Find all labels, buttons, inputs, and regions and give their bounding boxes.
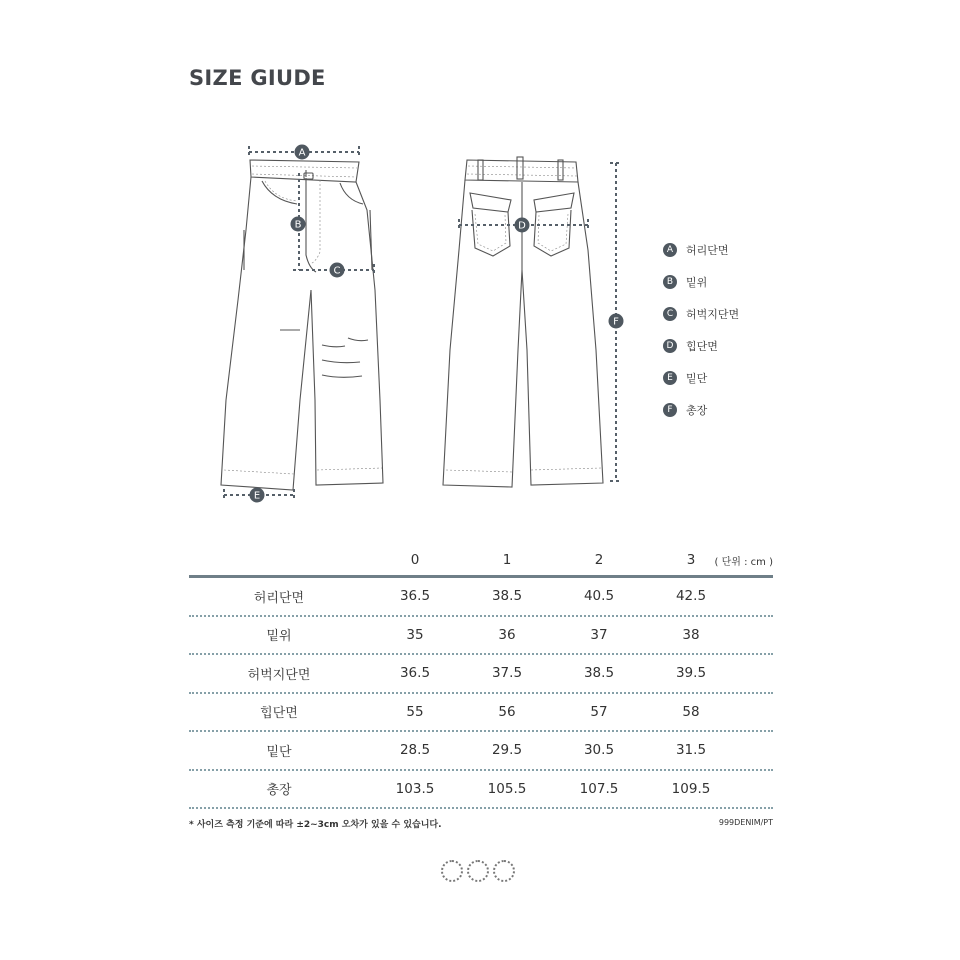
marker-f	[609, 314, 624, 329]
row-label: 힙단면	[260, 706, 298, 722]
table-cell: 55	[406, 703, 424, 720]
column-header: 1	[502, 552, 512, 568]
table-row	[189, 578, 773, 617]
logo-circle-icon	[467, 860, 489, 882]
legend-item	[663, 298, 739, 330]
logo-circle-icon	[441, 860, 463, 882]
row-label: 허벅지단면	[247, 667, 311, 683]
column-header: 3	[686, 552, 696, 568]
legend-label: 밑단	[686, 372, 708, 385]
legend-label: 총장	[686, 404, 708, 417]
legend-item	[663, 234, 739, 266]
legend-item	[663, 330, 739, 362]
legend-letter: D	[663, 339, 677, 353]
size-table	[189, 545, 773, 809]
table-row	[189, 771, 773, 810]
table-cell: 36.5	[399, 665, 431, 682]
table-row	[189, 732, 773, 771]
row-label: 밑단	[266, 744, 292, 760]
legend-item	[663, 266, 739, 298]
brand-logo	[441, 860, 515, 882]
legend-letter: A	[663, 243, 677, 257]
table-cell: 40.5	[583, 588, 615, 605]
table-cell: 28.5	[399, 742, 431, 759]
table-row	[189, 655, 773, 694]
table-cell: 39.5	[675, 665, 707, 682]
table-cell: 38	[682, 626, 700, 643]
measure-lines	[224, 146, 622, 501]
svg-text:B: B	[294, 219, 302, 231]
table-cell: 57	[590, 703, 608, 720]
svg-text:C: C	[333, 265, 341, 277]
legend	[663, 234, 739, 426]
table-cell: 109.5	[671, 780, 711, 797]
legend-label: 힙단면	[686, 340, 718, 353]
legend-letter: F	[663, 403, 677, 417]
marker-e	[250, 488, 265, 503]
marker-c	[330, 263, 345, 278]
front-view	[221, 160, 383, 490]
svg-text:F: F	[613, 316, 619, 328]
legend-letter: E	[663, 371, 677, 385]
legend-item	[663, 362, 739, 394]
table-cell: 38.5	[583, 665, 615, 682]
table-cell: 35	[406, 626, 424, 643]
table-row	[189, 694, 773, 733]
legend-label: 허리단면	[686, 244, 729, 257]
product-code: 999DENIM/PT	[718, 818, 773, 827]
legend-label: 밑위	[686, 276, 708, 289]
table-cell: 42.5	[675, 588, 707, 605]
row-label: 허리단면	[253, 590, 305, 606]
table-cell: 29.5	[491, 742, 523, 759]
table-cell: 56	[498, 703, 516, 720]
back-view	[443, 157, 603, 487]
unit-label: ( 단위 : cm )	[714, 557, 773, 568]
table-cell: 30.5	[583, 742, 615, 759]
table-cell: 36.5	[399, 588, 431, 605]
legend-letter: B	[663, 275, 677, 289]
legend-letter: C	[663, 307, 677, 321]
row-label: 밑위	[266, 629, 292, 645]
table-cell: 58	[682, 703, 700, 720]
page-title: SIZE GIUDE	[189, 66, 326, 90]
marker-a	[295, 145, 310, 160]
table-cell: 103.5	[395, 780, 435, 797]
table-cell: 107.5	[579, 780, 619, 797]
marker-b	[291, 217, 306, 232]
table-cell: 37.5	[491, 665, 523, 682]
legend-label: 허벅지단면	[686, 308, 740, 321]
table-header	[189, 545, 773, 578]
svg-text:D: D	[518, 220, 526, 232]
marker-d	[515, 218, 530, 233]
table-cell: 37	[590, 626, 608, 643]
svg-text:E: E	[253, 490, 261, 502]
table-cell: 31.5	[675, 742, 707, 759]
table-cell: 38.5	[491, 588, 523, 605]
legend-item	[663, 394, 739, 426]
table-cell: 105.5	[487, 780, 527, 797]
row-label: 총장	[266, 783, 292, 799]
table-cell: 36	[498, 626, 516, 643]
logo-circle-icon	[493, 860, 515, 882]
table-row	[189, 617, 773, 656]
column-header: 2	[594, 552, 604, 568]
measurement-footnote: * 사이즈 측정 기준에 따라 ±2~3cm 오차가 있을 수 있습니다.	[189, 820, 442, 830]
svg-text:A: A	[298, 147, 306, 159]
column-header: 0	[410, 552, 420, 568]
